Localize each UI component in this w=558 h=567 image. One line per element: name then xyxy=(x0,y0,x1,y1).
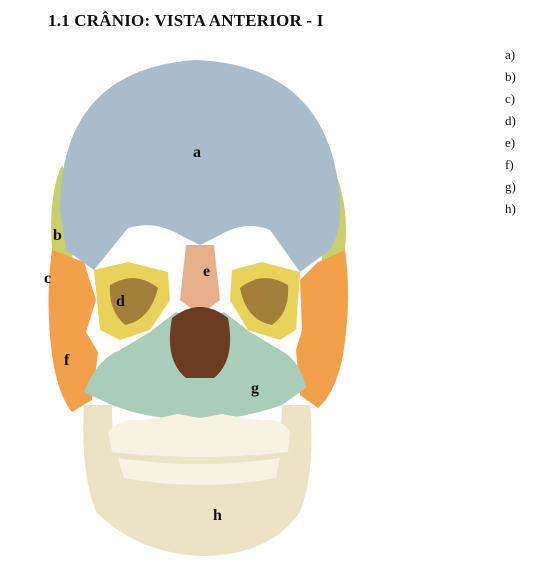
answer-item-d: d) xyxy=(505,113,516,128)
skull-label-a: a xyxy=(193,144,201,161)
nasal-aperture xyxy=(170,307,230,378)
answer-item-b: b) xyxy=(505,69,516,84)
answer-item-h: h) xyxy=(505,201,516,216)
skull-label-d: d xyxy=(116,293,125,310)
skull-label-h: h xyxy=(213,507,222,524)
page-title: 1.1 CRÂNIO: VISTA ANTERIOR - I xyxy=(48,11,324,30)
upper-teeth xyxy=(108,414,290,457)
skull-label-g: g xyxy=(251,380,259,397)
answer-item-g: g) xyxy=(505,179,516,194)
frontal-bone xyxy=(60,60,340,272)
answer-item-f: f) xyxy=(505,157,514,172)
answer-item-c: c) xyxy=(505,91,516,106)
skull-label-b: b xyxy=(53,227,62,244)
answer-item-e: e) xyxy=(505,135,516,150)
nasal-bone xyxy=(180,245,220,315)
skull-label-f: f xyxy=(64,352,70,369)
skull-label-e: e xyxy=(203,263,211,280)
skull-label-c: c xyxy=(44,270,52,287)
answer-item-a: a) xyxy=(505,47,516,62)
